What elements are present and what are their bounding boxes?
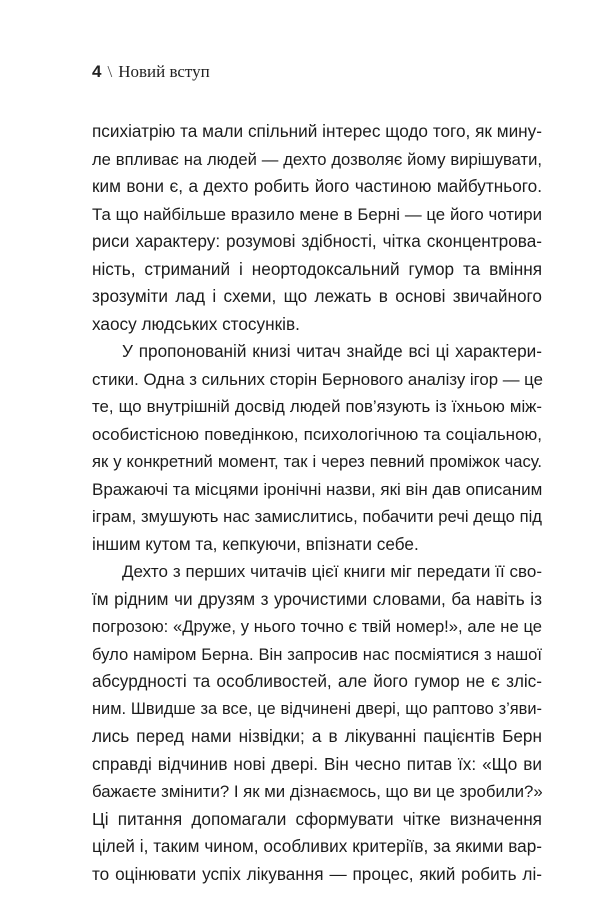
text-line: то оцінювати успіх лікування — процес, який робить лі- xyxy=(92,863,542,884)
text-line: іншим кутом та, кепкуючи, впізнати себе. xyxy=(92,533,419,554)
text-line: У пропонованій книзі читач знайде всі ці характери- xyxy=(122,341,542,361)
text-line: Та що найбільше вразило мене в Берні — це його чотири xyxy=(92,204,542,224)
text-line: справді відчинив нові двері. Він чесно питав їх: «Що ви xyxy=(92,753,542,774)
text-line: було наміром Берна. Він запросив нас посміятися з нашої xyxy=(92,644,542,664)
text-line: іграм, змушують нас замислитись, побачити речі дещо під xyxy=(92,507,542,526)
running-head xyxy=(92,62,210,82)
text-line: їм рідним чи друзям з урочистими словами, ба навіть із xyxy=(92,588,542,609)
text-line: Ці питання допомагали сформувати чітке визначення xyxy=(92,808,542,829)
paragraph xyxy=(92,118,542,338)
text-line: те, що внутрішній досвід людей пов’язують із їхньою між- xyxy=(92,397,542,416)
text-line: зрозуміти лад і схеми, що лежать в основі звичайного xyxy=(92,286,542,306)
text-line: лись перед нами нізвідки; а в лікуванні пацієнтів Берн xyxy=(92,726,542,746)
text-line: Дехто з перших читачів цієї книги міг передати її сво- xyxy=(122,562,542,581)
text-line: особистісною поведінкою, психологічною та соціальною, xyxy=(92,424,542,444)
text-line: ним. Швидше за все, це відчинені двері, що раптово з’яви- xyxy=(92,699,542,718)
text-line: як у конкретний момент, так і через певний проміжок часу. xyxy=(92,452,542,471)
text-line: абсурдності та особливостей, але його гумор не є зліс- xyxy=(92,671,542,691)
text-line: ким вони є, а дехто робить його частиною майбутнього. xyxy=(92,176,542,196)
text-line: ність, стриманий і неортодоксальний гумор та вміння xyxy=(92,258,542,279)
body-text xyxy=(92,118,542,888)
running-head-separator: \ xyxy=(107,62,113,81)
text-line: психіатрію та мали спільний інтерес щодо того, як мину- xyxy=(92,121,542,141)
text-line: риси характеру: розумові здібності, чітка сконцентрова- xyxy=(92,231,542,251)
text-line: цілей і, таким чином, особливих критеріїв, за якими вар- xyxy=(92,836,542,856)
text-line: хаосу людських стосунків. xyxy=(92,313,300,334)
section-title: Новий вступ xyxy=(118,62,210,81)
text-line: стики. Одна з сильних сторін Бернового аналізу ігор — це xyxy=(92,369,543,389)
page-number: 4 xyxy=(92,62,102,81)
text-line: ле впливає на людей — дехто дозволяє йому вирішувати, xyxy=(92,149,542,169)
paragraph xyxy=(92,338,542,558)
text-line: Вражаючі та місцями іронічні назви, які він дав описаним xyxy=(92,479,543,499)
paragraph xyxy=(92,558,542,888)
text-line: погрозою: «Друже, у нього точно є твій номер!», але не це xyxy=(92,617,542,636)
text-line: бажаєте змінити? І як ми дізнаємось, що ви це зробили?» xyxy=(92,782,543,801)
